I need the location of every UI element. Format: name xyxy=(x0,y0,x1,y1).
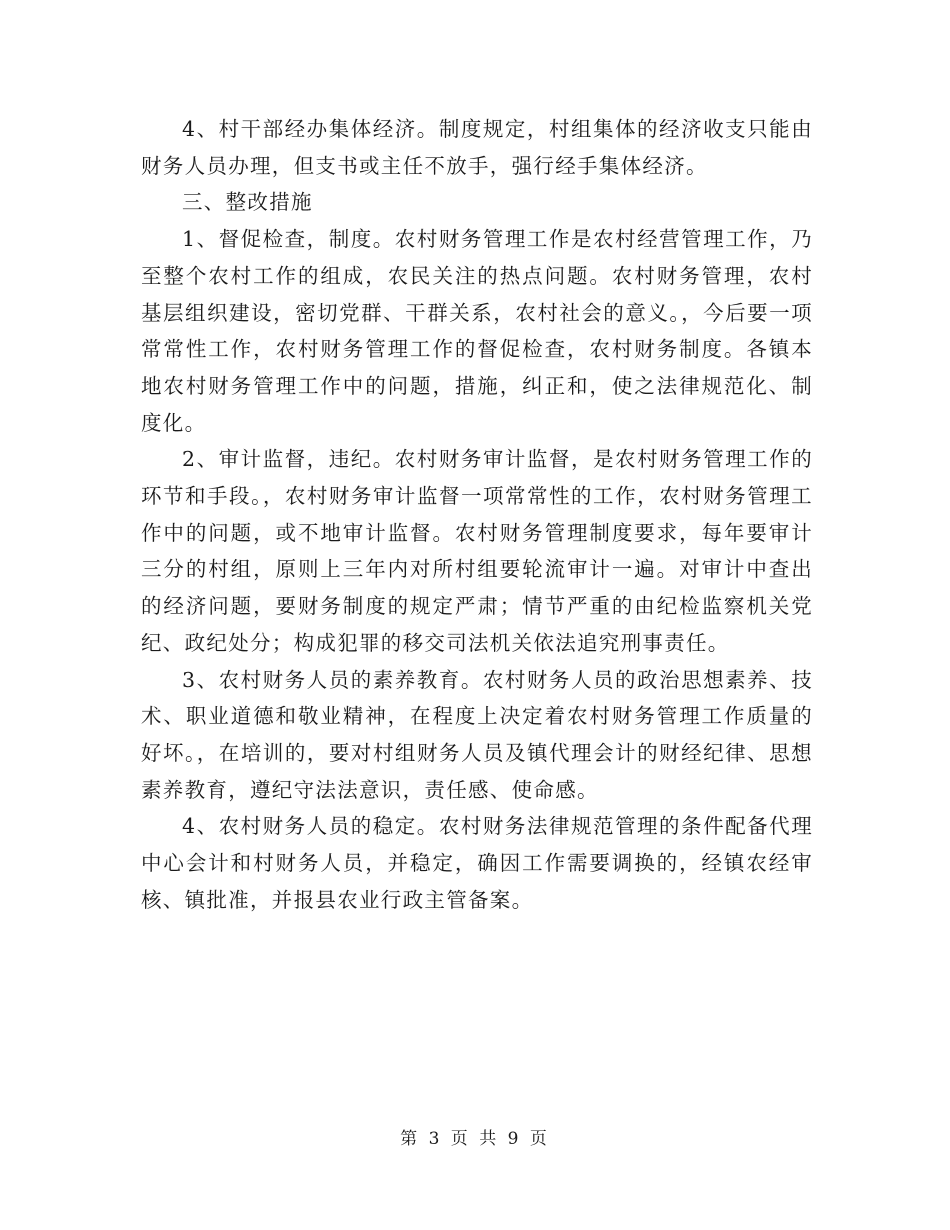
page-number: 第 3 页 共 9 页 xyxy=(400,1129,550,1149)
document-body xyxy=(141,111,813,918)
paragraph-staff-stability: 4、农村财务人员的稳定。农村财务法律规范管理的条件配备代理中心会计和村财务人员，并稳定，确因工作需要调换的，经镇农经审核、镇批准，并报县农业行政主管备案。 xyxy=(141,814,813,912)
paragraph-village-cadres: 4、村干部经办集体经济。制度规定，村组集体的经济收支只能由财务人员办理，但支书或主任不放手，强行经手集体经济。 xyxy=(141,117,813,178)
paragraph-supervision-inspection: 1、督促检查，制度。农村财务管理工作是农村经营管理工作，乃至整个农村工作的组成，农民关注的热点问题。农村财务管理，农村基层组织建设，密切党群、干群关系，农村社会的意义。，今后要一项常常性工作，农村财务管理工作的督促检查，农村财务制度。各镇本地农村财务管理工作中的问题，措施，纠正和，使之法律规范化、制度化。 xyxy=(141,227,813,435)
paragraph-audit-supervision: 2、审计监督，违纪。农村财务审计监督，是农村财务管理工作的环节和手段。，农村财务审计监督一项常常性的工作，农村财务管理工作中的问题，或不地审计监督。农村财务管理制度要求，每年要审计三分的村组，原则上三年内对所村组要轮流审计一遍。对审计中查出的经济问题，要财务制度的规定严肃；情节严重的由纪检监察机关党纪、政纪处分；构成犯罪的移交司法机关依法追究刑事责任。 xyxy=(141,447,813,655)
paragraph-staff-education: 3、农村财务人员的素养教育。农村财务人员的政治思想素养、技术、职业道德和敬业精神，在程度上决定着农村财务管理工作质量的好坏。，在培训的，要对村组财务人员及镇代理会计的财经纪律、思想素养教育，遵纪守法法意识，责任感、使命感。 xyxy=(141,667,813,802)
page-footer xyxy=(0,1124,950,1149)
section-heading-rectification: 三、整改措施 xyxy=(182,190,313,215)
